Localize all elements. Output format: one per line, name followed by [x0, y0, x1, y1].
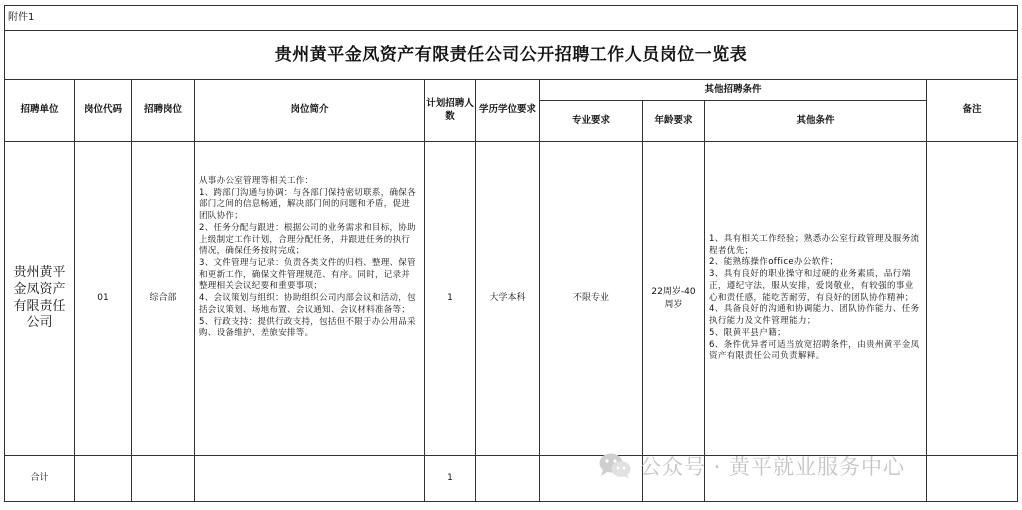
intro-line: 1、跨部门沟通与协调：与各部门保持密切联系，确保各部门之间的信息畅通，解决部门间的问题和矛盾，促进团队协作；	[199, 187, 416, 222]
total-label: 合计	[5, 456, 75, 502]
intro-line: 2、任务分配与跟进：根据公司的业务需求和目标，协助上级制定工作计划，合理分配任务，并跟进任务的执行情况，确保任务按时完成；	[199, 222, 416, 257]
other-line: 1、具有相关工作经验；熟悉办公室行政管理及服务流程者优先；	[709, 234, 920, 256]
other-line: 6、条件优异者可适当放宽招聘条件，由贵州黄平金凤资产有限责任公司负责解释。	[709, 339, 920, 362]
recruitment-table	[4, 5, 1018, 502]
table-row	[5, 142, 1018, 456]
cell-remark	[927, 142, 1018, 456]
total-empty	[643, 456, 705, 502]
header-major: 专业要求	[540, 101, 643, 142]
intro-line: 3、文件管理与记录：负责各类文件的归档、整理、保管和更新工作，确保文件管理规范、有序。同时，记录并整理相关会议纪要和重要事项；	[199, 258, 416, 292]
total-empty	[540, 456, 643, 502]
cell-count: 1	[425, 142, 476, 456]
header-age: 年龄要求	[643, 101, 705, 142]
cell-other	[705, 142, 927, 456]
intro-line: 5、行政支持：提供行政支持，包括但不限于办公用品采购、设备维护、差旅安排等。	[199, 316, 416, 339]
total-empty	[132, 456, 195, 502]
header-count: 计划招聘人数	[425, 80, 476, 142]
cell-major: 不限专业	[540, 142, 643, 456]
intro-line: 从事办公室管理等相关工作：	[199, 176, 314, 186]
other-line: 2、能熟练操作office办公软件；	[709, 257, 839, 268]
total-empty	[75, 456, 132, 502]
intro-line: 4、会议策划与组织：协助组织公司内部会议和活动，包括会议策划、场地布置、会议通知、会议材料准备等；	[199, 293, 416, 315]
header-unit: 招聘单位	[5, 80, 75, 142]
header-other-conditions-group: 其他招聘条件	[540, 80, 927, 101]
total-empty	[705, 456, 927, 502]
total-empty	[927, 456, 1018, 502]
header-intro: 岗位简介	[195, 80, 425, 142]
header-code: 岗位代码	[75, 80, 132, 142]
total-row	[5, 456, 1018, 502]
total-empty	[195, 456, 425, 502]
cell-education: 大学本科	[476, 142, 540, 456]
watermark-text: 公众号 · 黄平就业服务中心	[640, 455, 906, 479]
total-empty	[476, 456, 540, 502]
cell-code: 01	[75, 142, 132, 456]
cell-intro	[195, 142, 425, 456]
other-line: 5、限黄平县户籍；	[709, 327, 787, 338]
header-remark: 备注	[927, 80, 1018, 142]
annex-label: 附件1	[5, 6, 1018, 31]
cell-unit: 贵州黄平金凤资产有限责任公司	[5, 142, 75, 456]
cell-age: 22周岁-40周岁	[643, 142, 705, 456]
cell-post: 综合部	[132, 142, 195, 456]
header-other: 其他条件	[705, 101, 927, 142]
table-title: 贵州黄平金凤资产有限责任公司公开招聘工作人员岗位一览表	[5, 31, 1018, 80]
other-line: 4、具备良好的沟通和协调能力、团队协作能力、任务执行能力及文件管理能力；	[709, 304, 920, 327]
header-post: 招聘岗位	[132, 80, 195, 142]
other-line: 3、具有良好的职业操守和过硬的业务素质，品行端正，遵纪守法，服从安排，爱岗敬业，有较强的事业心和责任感，能吃苦耐劳，有良好的团队协作精神；	[709, 269, 914, 303]
header-education: 学历学位要求	[476, 80, 540, 142]
total-count: 1	[425, 456, 476, 502]
